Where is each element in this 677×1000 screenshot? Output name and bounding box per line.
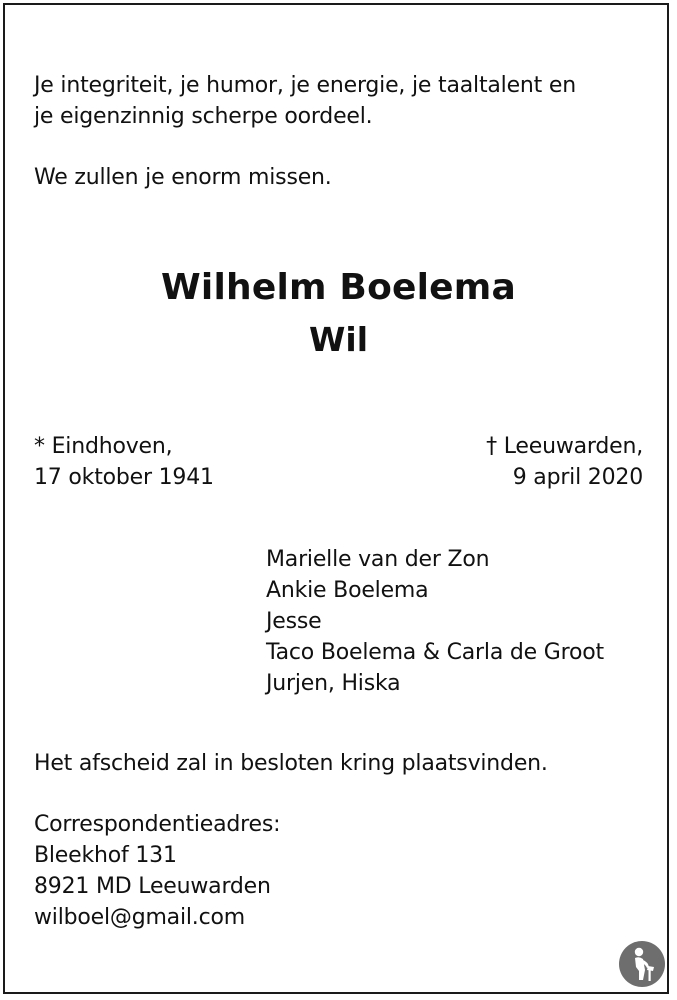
- contact-email: wilboel@gmail.com: [34, 905, 245, 930]
- death-place: † Leeuwarden,: [486, 434, 643, 459]
- intro-line-2: je eigenzinnig scherpe oordeel.: [34, 104, 373, 129]
- family-member: Jesse: [266, 609, 322, 634]
- family-member: Taco Boelema & Carla de Groot: [266, 640, 604, 665]
- correspondence-label: Correspondentieadres:: [34, 812, 281, 837]
- correspondence-address: [34, 809, 280, 933]
- intro-text: [34, 70, 576, 132]
- family-member: Ankie Boelema: [266, 578, 429, 603]
- address-city: 8921 MD Leeuwarden: [34, 874, 271, 899]
- death-date: 9 april 2020: [512, 465, 643, 490]
- family-list: [266, 544, 604, 699]
- mourning-figure-icon: [618, 940, 666, 988]
- death-info: [486, 431, 643, 493]
- birth-info: [34, 431, 214, 493]
- address-street: Bleekhof 131: [34, 843, 177, 868]
- deceased-full-name: Wilhelm Boelema: [161, 267, 516, 308]
- farewell-notice: Het afscheid zal in besloten kring plaatsvinden.: [34, 751, 548, 776]
- family-member: Marielle van der Zon: [266, 547, 490, 572]
- birth-place: * Eindhoven,: [34, 434, 173, 459]
- closing-line: We zullen je enorm missen.: [34, 165, 332, 190]
- birth-date: 17 oktober 1941: [34, 465, 214, 490]
- deceased-nickname: Wil: [308, 320, 369, 359]
- family-member: Jurjen, Hiska: [266, 671, 401, 696]
- intro-line-1: Je integriteit, je humor, je energie, je taaltalent en: [34, 73, 576, 98]
